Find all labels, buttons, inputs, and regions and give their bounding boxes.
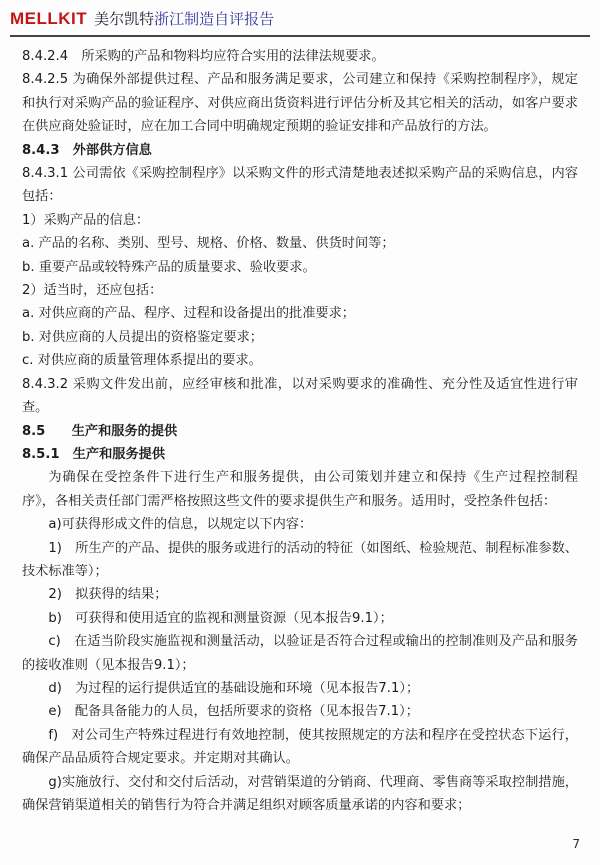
paragraph: b. 重要产品或较特殊产品的质量要求、验收要求。: [22, 259, 316, 275]
report-title: 浙江制造自评报告: [154, 10, 275, 28]
paragraph: a. 产品的名称、类别、型号、规格、价格、数量、供货时间等；: [22, 236, 395, 252]
paragraph: g)实施放行、交付和交付后活动，对营销渠道的分销商、代理商、零售商等采取控制措施，确保营销渠道相关的销售行为符合并满足组织对顾客质量承诺的内容和要求；: [22, 774, 578, 813]
section-heading: 8.5 生产和服务的提供: [22, 423, 178, 439]
paragraph: f) 对公司生产特殊过程进行有效地控制，使其按照规定的方法和程序在受控状态下运行，确保产品品质符合规定要求。并定期对其确认。: [22, 727, 578, 767]
paragraph: 1）采购产品的信息：: [22, 212, 150, 228]
header-title: [94, 8, 274, 29]
brand-logo-text: MELLKIT: [10, 9, 88, 28]
paragraph: 为确保在受控条件下进行生产和服务提供，由公司策划并建立和保持《生产过程控制程序》，各相关责任部门需严格按照这些文件的要求提供生产和服务。适用时，受控条件包括：: [22, 470, 578, 509]
paragraph: 8.4.3.2 采购文件发出前，应经审核和批准，以对采购要求的准确性、充分性及适宜性进行审查。: [22, 376, 578, 416]
paragraph: b) 可获得和使用适宜的监视和测量资源（见本报告9.1）；: [48, 610, 393, 626]
section-heading: 8.4.3 外部供方信息: [22, 142, 152, 158]
paragraph: a. 对供应商的产品、程序、过程和设备提出的批准要求；: [22, 306, 355, 322]
paragraph: a)可获得形成文件的信息，以规定以下内容：: [48, 517, 313, 533]
paragraph: 1) 所生产的产品、提供的服务或进行的活动的特征（如图纸、检验规范、制程标准参数、技术标准等）；: [22, 540, 578, 579]
paragraph: d) 为过程的运行提供适宜的基础设施和环境（见本报告7.1）；: [48, 680, 420, 696]
document-header: [10, 6, 590, 37]
paragraph: c. 对供应商的质量管理体系提出的要求。: [22, 353, 262, 369]
page-number: 7: [572, 837, 580, 851]
company-name: 美尔凯特: [94, 10, 155, 28]
paragraph: e) 配备具备能力的人员，包括所要求的资格（见本报告7.1）；: [48, 704, 419, 720]
paragraph: 8.4.3.1 公司需依《采购控制程序》以采购文件的形式清楚地表述拟采购产品的采购信息，内容包括：: [22, 166, 578, 205]
section-heading: 8.5.1 生产和服务提供: [22, 446, 166, 462]
paragraph: c) 在适当阶段实施监视和测量活动，以验证是否符合过程或输出的控制准则及产品和服务的接收准则（见本报告9.1）；: [22, 634, 578, 673]
document-body: [22, 45, 578, 817]
paragraph: b. 对供应商的人员提出的资格鉴定要求；: [22, 329, 263, 345]
paragraph: 2）适当时，还应包括：: [22, 283, 163, 299]
paragraph: 8.4.2.5 为确保外部提供过程、产品和服务满足要求，公司建立和保持《采购控制程序》，规定和执行对采购产品的验证程序、对供应商出货资料进行评估分析及其它相关的活动，如客户要求在供应商处验证时，应在加工合同中明确规定预期的验证安排和产品放行的方法。: [22, 72, 578, 135]
paragraph: 8.4.2.4 所采购的产品和物料均应符合实用的法律法规要求。: [22, 49, 385, 64]
paragraph: 2) 拟获得的结果；: [48, 587, 168, 603]
